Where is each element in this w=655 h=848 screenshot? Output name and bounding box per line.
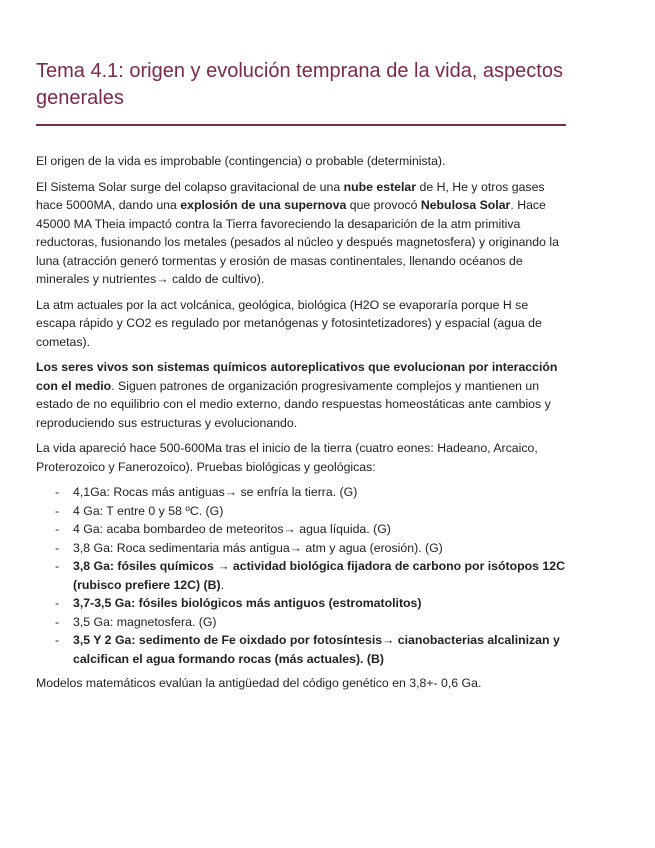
list-dash: -: [55, 522, 60, 536]
list-item-text: 3,8 Ga: fósiles químicos → actividad biológica fijadora de carbono por isótopos 12C (rubisco prefiere 12C) (B): [73, 559, 565, 592]
text-span: . Hace 45000 MA Theia impactó contra la Tierra favoreciendo la desaparición de la atm primitiva reductoras, fusionando los metales (pesados al núcleo y después magnetosfera) y originando la luna (atracción generó tormentas y erosión de masas continentales, llenando océanos de minerales y nutrientes→ caldo de cultivo).: [36, 198, 559, 286]
paragraph-atmosphere: La atm actuales por la act volcánica, geológica, biológica (H2O se evaporaría porque H se escapa rápido y CO2 es regulado por metanógenas y fotosintetizadores) y espacial (agua de cometas).: [36, 297, 542, 349]
list-dash: -: [55, 503, 60, 518]
list-dash: -: [55, 485, 60, 499]
list-item-text: 4 Ga: acaba bombardeo de meteoritos→ agua líquida. (G): [73, 522, 391, 536]
paragraph-life-appearance: La vida apareció hace 500-600Ma tras el inicio de la tierra (cuatro eones: Hadeano, Arcaico, Proterozoico y Fanerozoico). Pruebas biológicas y geológicas:: [36, 441, 538, 474]
list-dash: -: [55, 559, 60, 573]
bold-definition: Los seres vivos son sistemas químicos autoreplicativos que evolucionan por interacción con el medio: [36, 360, 558, 393]
list-item-text: 4,1Ga: Rocas más antiguas→ se enfría la tierra. (G): [73, 485, 358, 499]
list-item-text: 3,8 Ga: Roca sedimentaria más antigua→ atm y agua (erosión). (G): [73, 540, 443, 555]
list-item: [36, 631, 565, 668]
list-item-text: 3,5 Y 2 Ga: sedimento de Fe oixdado por fotosíntesis→ cianobacterias alcalinizan y calcifican el agua formando rocas (más actuales). (B): [73, 633, 560, 666]
paragraph-origin: El origen de la vida es improbable (contingencia) o probable (determinista).: [36, 154, 446, 168]
list-item: [36, 613, 565, 632]
paragraph-solar-system: [36, 178, 565, 289]
list-dash: -: [55, 633, 60, 647]
list-item: [36, 502, 565, 521]
bold-term: Nebulosa Solar: [420, 198, 511, 212]
page-title: Tema 4.1: origen y evolución temprana de la vida, aspectos generales: [36, 60, 563, 109]
bold-term: nube estelar: [343, 179, 417, 194]
list-item-text: 3,5 Ga: magnetosfera. (G): [73, 614, 217, 629]
text-span: . Siguen patrones de organización progresivamente complejos y mantienen un estado de no equilibrio con el medio externo, dando respuestas homeostáticas ante cambios y reproduciendo sus estructuras y evolucionando.: [36, 378, 551, 430]
title-divider: [36, 124, 566, 126]
evidence-list: [36, 483, 565, 668]
list-item: [36, 520, 565, 539]
paragraph-living-beings: [36, 358, 565, 432]
list-item: [36, 594, 565, 613]
text-span: El Sistema Solar surge del colapso gravitacional de una: [36, 179, 344, 194]
list-dash: -: [55, 540, 60, 555]
list-item: [36, 557, 565, 594]
text-span: de H, He y otros gases hace 5000MA, dando una: [36, 179, 545, 212]
list-item-text: 3,7-3,5 Ga: fósiles biológicos más antiguos (estromatolitos): [73, 596, 422, 610]
list-item-text: 4 Ga: T entre 0 y 58 ºC. (G): [73, 503, 224, 518]
list-dash: -: [55, 596, 60, 610]
paragraph-models: Modelos matemáticos evalúan la antigüedad del código genético en 3,8+- 0,6 Ga.: [36, 676, 482, 690]
list-item: [36, 483, 565, 502]
text-span: que provocó: [346, 198, 421, 212]
bold-term: explosión de una supernova: [180, 198, 347, 212]
list-item: [36, 539, 565, 558]
list-dash: -: [55, 614, 60, 629]
list-item-period: .: [220, 577, 225, 592]
